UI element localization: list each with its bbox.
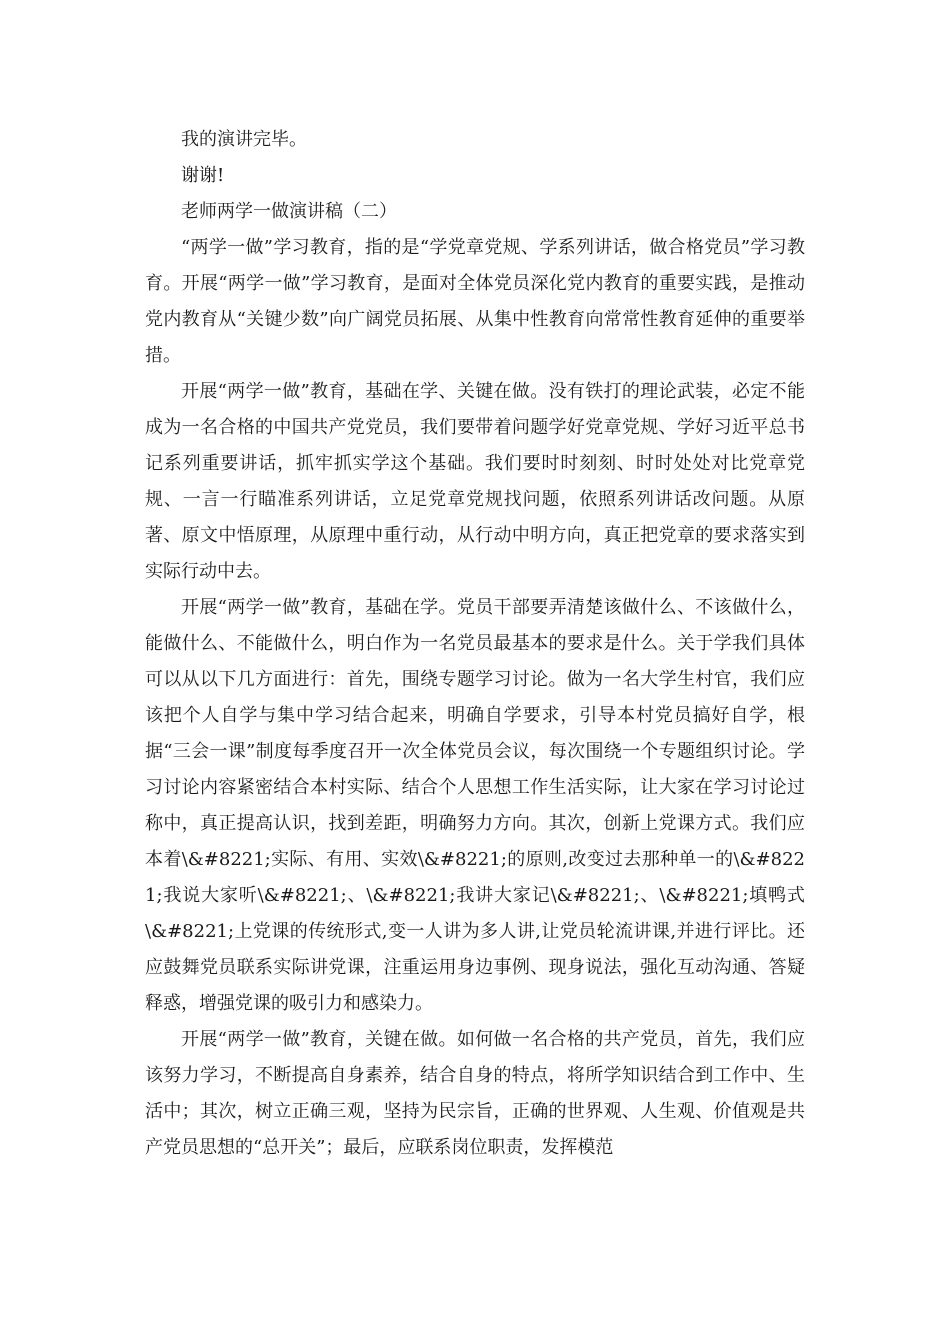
closing-line: 我的演讲完毕。 xyxy=(181,129,307,150)
paragraph-3: 开展“两学一做”教育，基础在学。党员干部要弄清楚该做什么、不该做什么，能做什么、不能做什么，明白作为一名党员最基本的要求是什么。关于学我们具体可以从以下几方面进行：首先，围绕专题学习讨论。做为一名大学生村官，我们应该把个人自学与集中学习结合起来，明确自学要求，引导本村党员搞好自学，根据“三会一课”制度每季度召开一次全体党员会议，每次围绕一个专题组织讨论。学习讨论内容紧密结合本村实际、结合个人思想工作生活实际，让大家在学习讨论过称中，真正提高认识，找到差距，明确努力方向。其次，创新上党课方式。我们应本着\&#8221;实际、有用、实效\&#8221;的原则,改变过去那种单一的\&#8221;我说大家听\&#8221;、\&#8221;我讲大家记\&#8221;、\&#8221;填鸭式\&#8221;上党课的传统形式,变一人讲为多人讲,让党员轮流讲课,并进行评比。还应鼓舞党员联系实际讲党课，注重运用身边事例、现身说法，强化互动沟通、答疑释惑，增强党课的吸引力和感染力。 xyxy=(145,597,805,1014)
paragraph-1: “两学一做”学习教育，指的是“学党章党规、学系列讲话，做合格党员”学习教育。开展“两学一做”学习教育，是面对全体党员深化党内教育的重要实践，是推动党内教育从“关键少数”向广阔党员拓展、从集中性教育向常常性教育延伸的重要举措。 xyxy=(145,237,805,366)
section-heading: 老师两学一做演讲稿（二） xyxy=(181,201,397,222)
paragraph-4: 开展“两学一做”教育，关键在做。如何做一名合格的共产党员，首先，我们应该努力学习，不断提高自身素养，结合自身的特点，将所学知识结合到工作中、生活中；其次，树立正确三观，坚持为民宗旨，正确的世界观、人生观、价值观是共产党员思想的“总开关”；最后，应联系岗位职责，发挥模范 xyxy=(145,1029,805,1158)
paragraph-2: 开展“两学一做”教育，基础在学、关键在做。没有铁打的理论武装，必定不能成为一名合格的中国共产党党员，我们要带着问题学好党章党规、学好习近平总书记系列重要讲话，抓牢抓实学这个基础。我们要时时刻刻、时时处处对比党章党规、一言一行瞄准系列讲话，立足党章党规找问题，依照系列讲话改问题。从原著、原文中悟原理，从原理中重行动，从行动中明方向，真正把党章的要求落实到实际行动中去。 xyxy=(145,381,805,582)
document-page xyxy=(145,122,805,1166)
thanks-line: 谢谢! xyxy=(181,165,225,186)
